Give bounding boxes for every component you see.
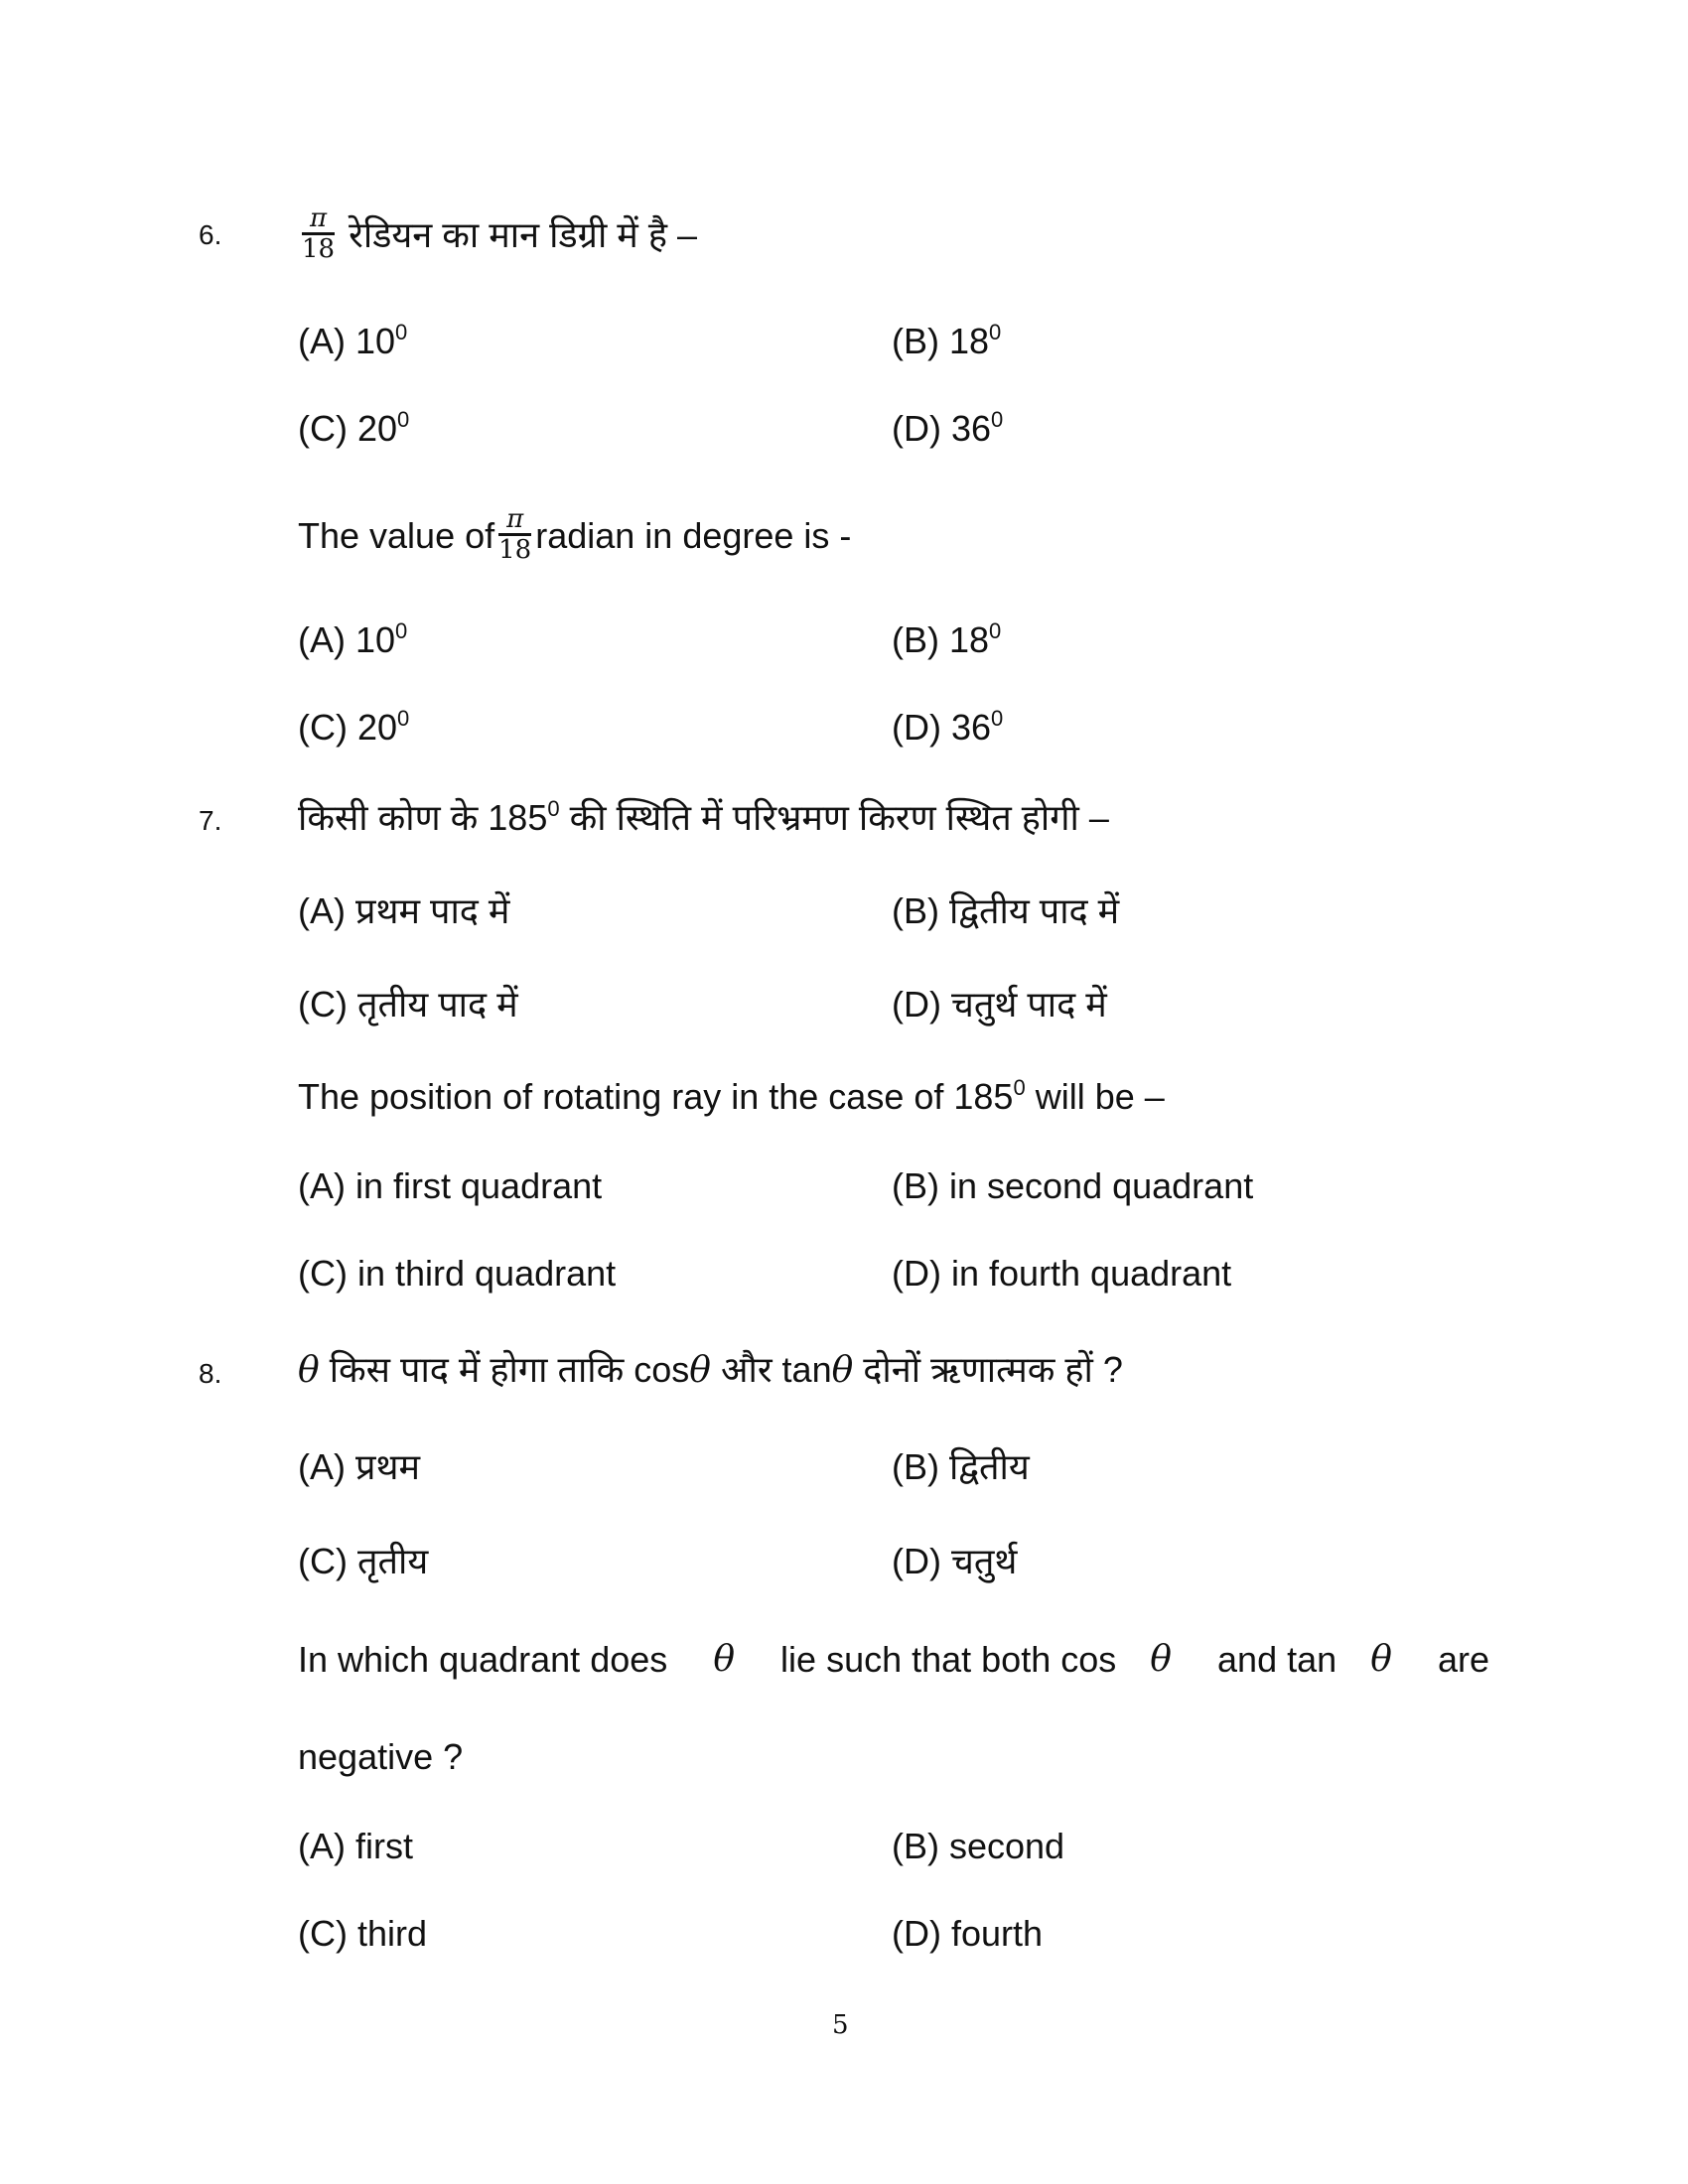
question-8-english: In which quadrant does θ lie such that both cos θ and tan θ are (298, 1639, 1489, 1680)
question-8-english-cont: negative ? (298, 1736, 464, 1777)
option-c: (C) तृतीय पाद में (298, 984, 518, 1024)
option-c: (C) तृतीय (298, 1541, 429, 1581)
option-a: (A) first (298, 1826, 413, 1866)
option-c: (C) $20^0$ (298, 706, 410, 748)
option-b: (B) second (892, 1826, 1065, 1866)
option-a: (A) $10^0$ (298, 618, 408, 660)
option-a: (A) $10^0$ (298, 320, 408, 361)
question-7-english: The position of rotating ray in the case of $185^0$ will be – (298, 1075, 1165, 1117)
question-7-hindi: किसी कोण के $185^0$ की स्थिति में परिभ्रमण किरण स्थित होगी – (298, 796, 1109, 838)
option-b: (B) in second quadrant (892, 1165, 1254, 1206)
question-number: 6. (199, 219, 222, 250)
option-d: (D) $36^0$ (892, 706, 1004, 748)
option-d: (D) in fourth quadrant (892, 1253, 1232, 1294)
option-c: (C) third (298, 1913, 428, 1954)
fraction-numerator: π (302, 205, 335, 235)
question-number: 7. (199, 805, 222, 836)
question-6-hindi (298, 204, 697, 267)
option-b: (B) $18^0$ (892, 320, 1002, 361)
option-a: (A) प्रथम (298, 1446, 421, 1487)
question-8-hindi: θ किस पाद में होगा ताकि cosθ और tanθ दोनों ऋणात्मक हों ? (298, 1349, 1123, 1391)
fraction: $\frac{\pi}{18}$ (498, 504, 532, 565)
option-c: (C) in third quadrant (298, 1253, 617, 1294)
question-text: रेडियन का मान डिग्री में है – (349, 214, 697, 256)
option-c: (C) $20^0$ (298, 407, 410, 449)
option-d: (D) चतुर्थ (892, 1541, 1018, 1581)
option-b: (B) द्वितीय पाद में (892, 890, 1120, 931)
question-6-english: The value of $\frac{\pi}{18}$ radian in degree is - (298, 504, 852, 565)
option-b: (B) द्वितीय (892, 1446, 1030, 1487)
option-d: (D) fourth (892, 1913, 1044, 1954)
option-d: (D) चतुर्थ पाद में (892, 984, 1107, 1024)
option-b: (B) $18^0$ (892, 618, 1002, 660)
page-number: 5 (832, 2010, 849, 2040)
option-a: (A) in first quadrant (298, 1165, 603, 1206)
option-d: (D) $36^0$ (892, 407, 1004, 449)
question-number: 8. (199, 1358, 222, 1389)
option-a: (A) प्रथम पाद में (298, 890, 510, 931)
fraction (302, 205, 335, 263)
fraction-denominator: 18 (302, 234, 336, 264)
